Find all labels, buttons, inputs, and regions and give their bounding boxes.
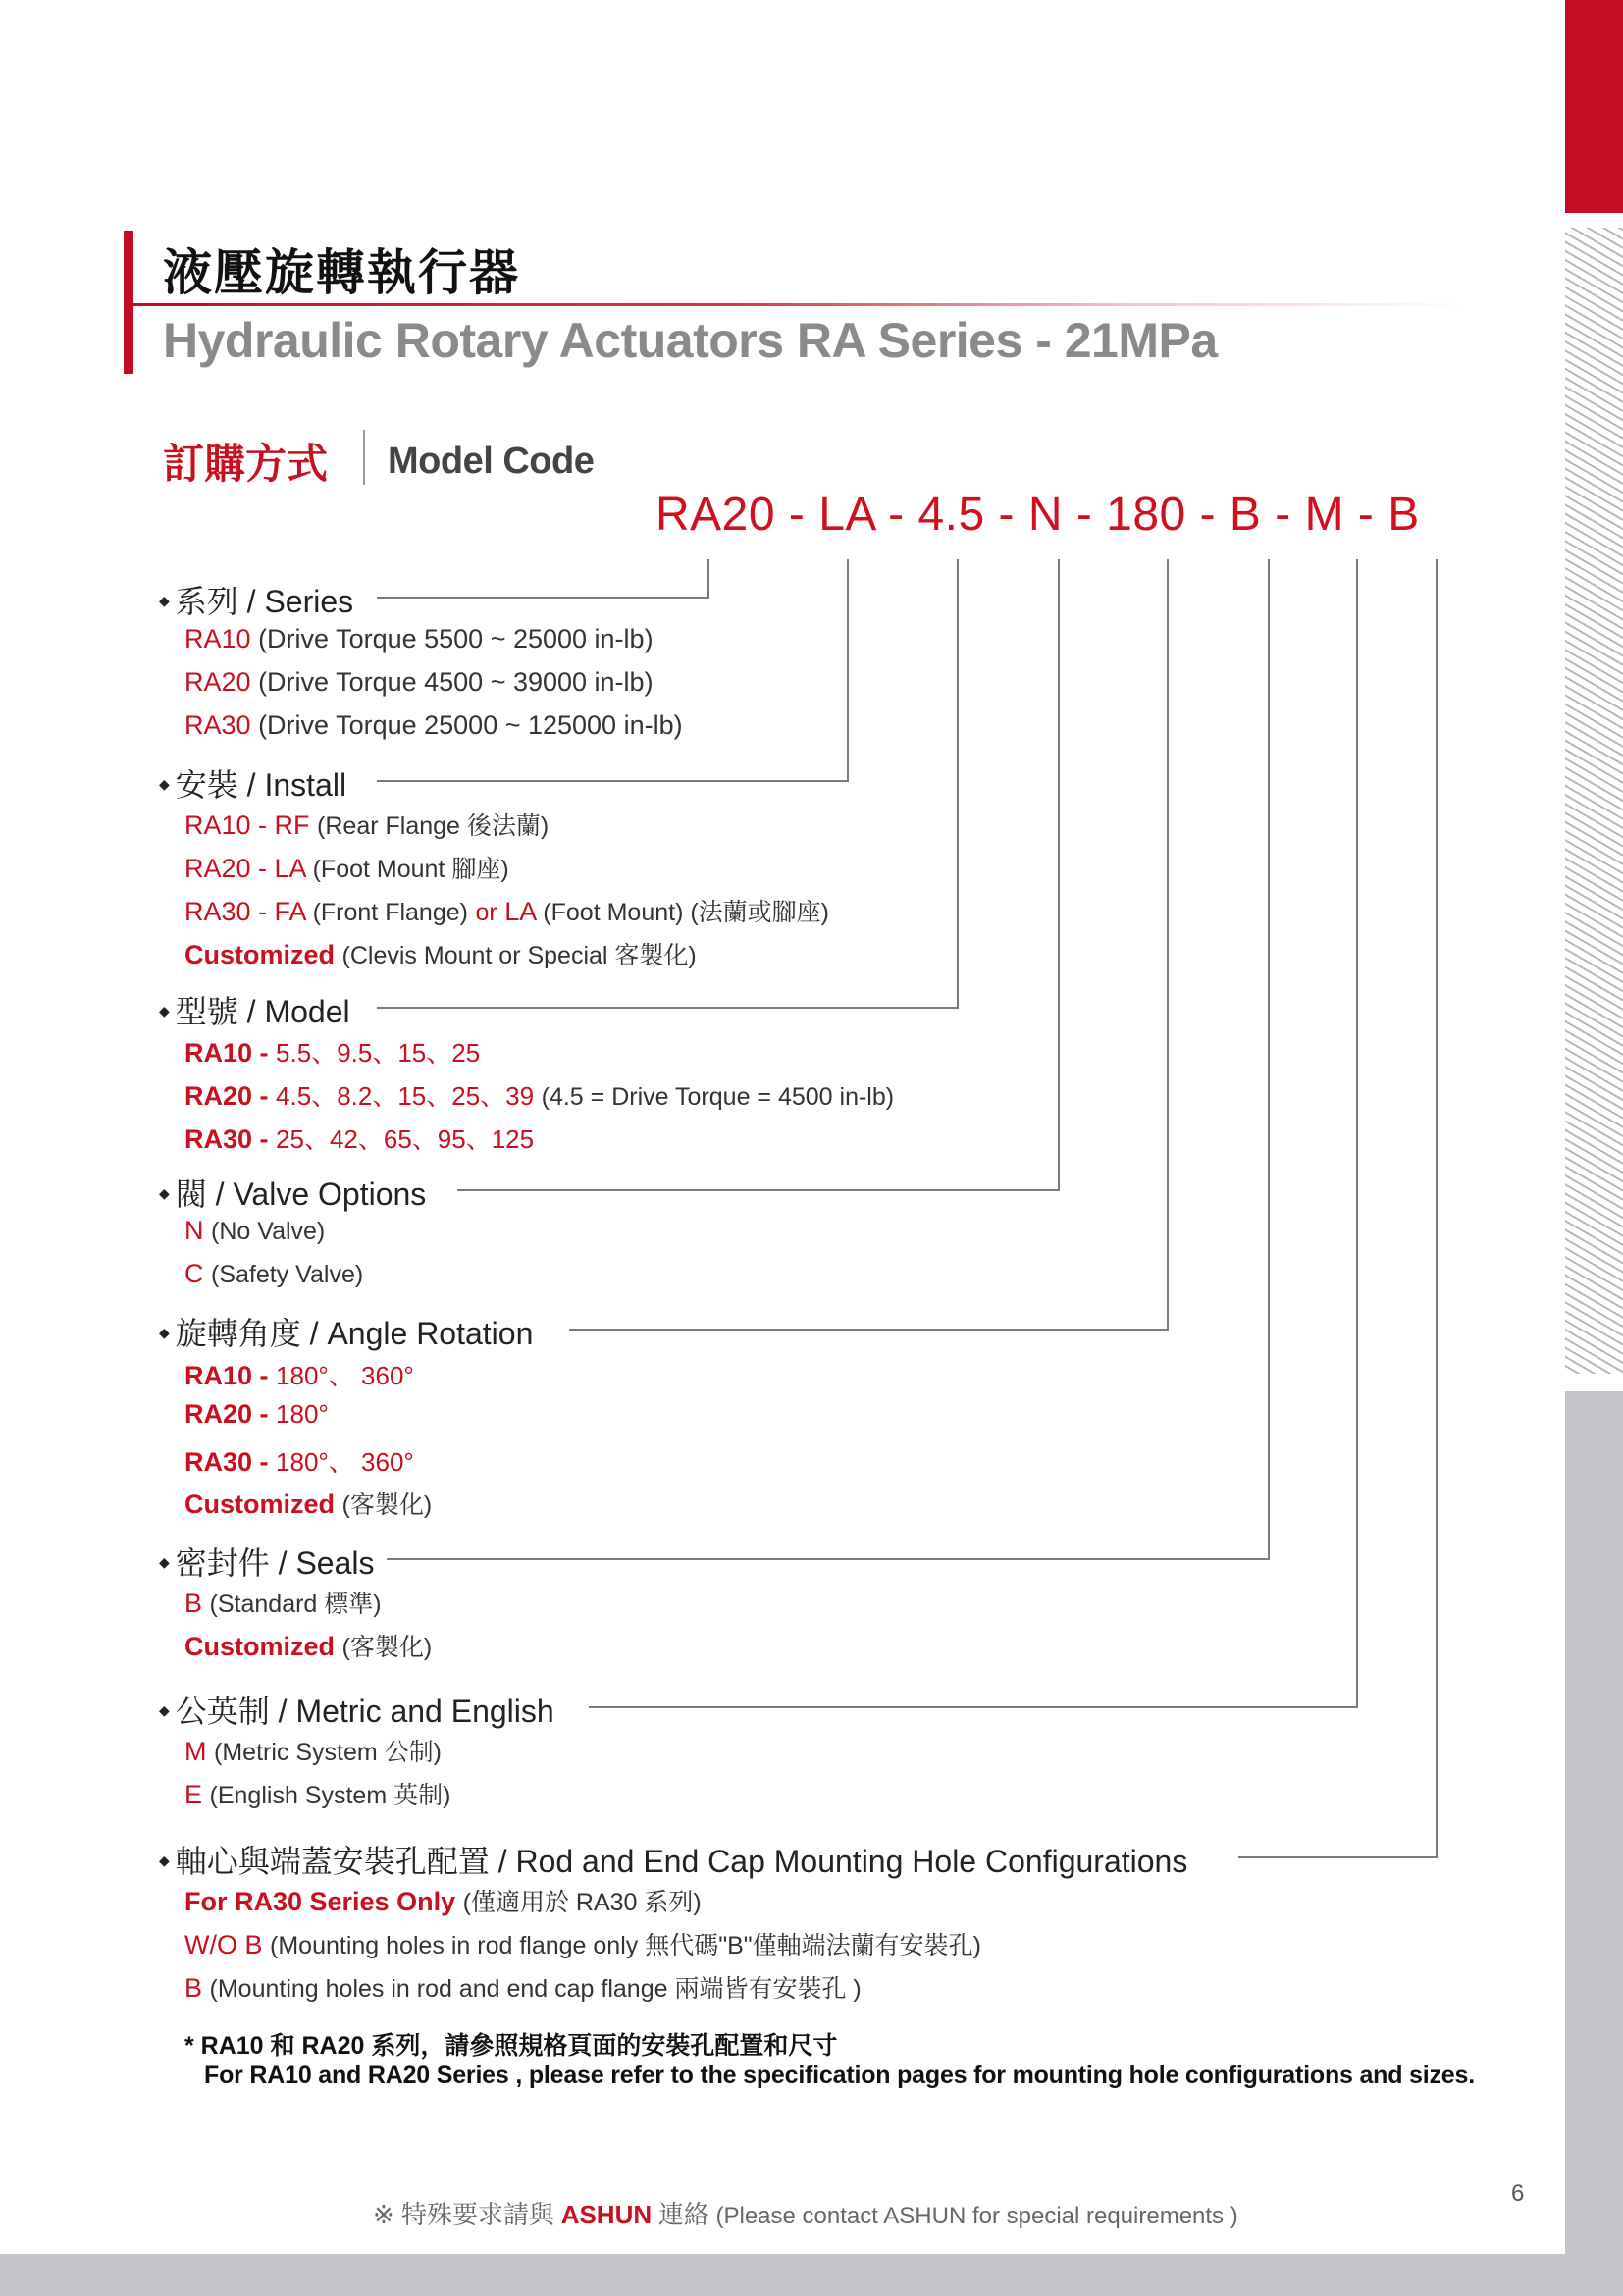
- series-item: [184, 624, 654, 654]
- item-values: 180°: [276, 1399, 329, 1429]
- item-code: N: [184, 1216, 204, 1245]
- item-code: E: [184, 1780, 203, 1809]
- install-item: [184, 893, 829, 928]
- angle-item: [184, 1356, 414, 1392]
- footer-contact: [373, 2195, 1238, 2231]
- item-code: RA10: [184, 624, 251, 653]
- side-tab-hatched: [1565, 228, 1623, 1374]
- item-code: RA20: [184, 667, 251, 697]
- angle-item: [184, 1486, 432, 1521]
- units-item: [184, 1776, 450, 1811]
- section-angle-heading: [159, 1309, 533, 1354]
- item-values: 180°、 360°: [276, 1447, 414, 1477]
- item-desc: (English System 英制): [209, 1782, 451, 1809]
- series-item: [184, 710, 683, 741]
- diamond-bullet-icon: ◆: [159, 776, 170, 793]
- model-item: [184, 1120, 534, 1156]
- note-en: For RA10 and RA20 Series , please refer to the specification pages for mounting hole configurations and sizes.: [204, 2061, 1475, 2089]
- item-desc: (Clevis Mount or Special 客製化): [341, 942, 697, 969]
- mounting-item: [184, 1969, 862, 2005]
- item-desc: (Metric System 公制): [214, 1739, 442, 1766]
- series-item: [184, 667, 654, 698]
- section-heading-text: 密封件 / Seals: [175, 1545, 375, 1581]
- section-units-heading: [159, 1687, 554, 1732]
- diamond-bullet-icon: ◆: [159, 1185, 170, 1202]
- item-desc: (4.5 = Drive Torque = 4500 in-lb): [541, 1083, 895, 1111]
- item-desc: (Drive Torque 4500 ~ 39000 in-lb): [258, 667, 654, 697]
- page-title-zh: 液壓旋轉執行器: [163, 245, 520, 300]
- page-number: 6: [1511, 2180, 1525, 2207]
- item-code: RA10 - RF: [184, 810, 310, 840]
- section-install-heading: [159, 760, 346, 806]
- item-code: LA: [504, 897, 536, 926]
- seals-item: [184, 1628, 432, 1663]
- units-item: [184, 1733, 442, 1768]
- item-desc: (Rear Flange 後法蘭): [317, 812, 550, 840]
- side-tab-red: [1565, 0, 1623, 213]
- diamond-bullet-icon: ◆: [159, 1702, 170, 1719]
- item-code: RA30 -: [184, 1124, 269, 1154]
- section-heading-text: 型號 / Model: [175, 994, 350, 1029]
- diamond-bullet-icon: ◆: [159, 1003, 170, 1019]
- section-seals-heading: [159, 1539, 375, 1584]
- install-item: [184, 850, 509, 885]
- item-desc: (客製化): [341, 1491, 433, 1519]
- item-desc: (僅適用於 RA30 系列): [462, 1889, 702, 1916]
- footer-suffix-zh: 連絡: [657, 2200, 709, 2229]
- item-desc: (Drive Torque 25000 ~ 125000 in-lb): [258, 710, 683, 740]
- item-code: Customized: [184, 1489, 336, 1519]
- item-values: 25、42、65、95、125: [276, 1124, 535, 1154]
- angle-item: [184, 1399, 329, 1430]
- section-mounting-heading: [159, 1837, 1187, 1882]
- item-code: RA30: [184, 710, 251, 740]
- item-desc: (客製化): [341, 1634, 433, 1661]
- section-heading-text: 軸心與端蓋安裝孔配置 / Rod and End Cap Mounting Hole Configurations: [175, 1844, 1188, 1879]
- footer-suffix-en: (Please contact ASHUN for special requirements ): [715, 2203, 1238, 2229]
- section-heading-text: 系列 / Series: [175, 584, 354, 619]
- item-code: For RA30 Series Only: [184, 1887, 456, 1916]
- item-desc: (Front Flange): [312, 899, 468, 926]
- item-code: RA30 - FA: [184, 897, 306, 926]
- item-desc: (Drive Torque 5500 ~ 25000 in-lb): [258, 624, 654, 653]
- diamond-bullet-icon: ◆: [159, 1325, 170, 1341]
- model-code-example: RA20 - LA - 4.5 - N - 180 - B - M - B: [655, 489, 1420, 541]
- bottom-band: [0, 2254, 1623, 2296]
- section-heading-text: 公英制 / Metric and English: [175, 1694, 554, 1729]
- item-desc: (Foot Mount) (法蘭或腳座): [543, 899, 829, 926]
- item-code: B: [184, 1973, 203, 2003]
- valve-item: [184, 1216, 325, 1246]
- connector-mounting: [1238, 559, 1437, 1857]
- install-item: [184, 807, 549, 842]
- note-zh: * RA10 和 RA20 系列，請參照規格頁面的安裝孔配置和尺寸: [184, 2032, 838, 2060]
- item-code: RA20 - LA: [184, 854, 306, 883]
- item-desc: (No Valve): [211, 1218, 326, 1245]
- install-item: [184, 936, 697, 971]
- item-desc: (Mounting holes in rod and end cap flange 兩端皆有安裝孔 ): [209, 1975, 862, 2003]
- brand-name: ASHUN: [560, 2200, 653, 2229]
- model-code-heading-en: Model Code: [388, 441, 595, 482]
- item-code: B: [184, 1589, 203, 1618]
- item-values: 4.5、8.2、15、25、39: [276, 1081, 535, 1111]
- item-code: RA20 -: [184, 1081, 269, 1111]
- model-item: [184, 1033, 480, 1070]
- title-accent-bar: [124, 231, 133, 374]
- footer-prefix: ※ 特殊要求請與: [373, 2200, 555, 2229]
- item-code: RA10 -: [184, 1361, 269, 1390]
- section-valve-heading: [159, 1170, 426, 1215]
- item-code: Customized: [184, 1632, 336, 1661]
- connector-seals: [387, 559, 1269, 1559]
- item-or: or: [475, 899, 497, 926]
- item-desc: (Safety Valve): [211, 1261, 364, 1288]
- connector-series: [377, 559, 708, 598]
- page-title-en: Hydraulic Rotary Actuators RA Series - 21MPa: [163, 313, 1218, 368]
- diamond-bullet-icon: ◆: [159, 1852, 170, 1869]
- item-code: RA10 -: [184, 1038, 269, 1068]
- item-code: RA30 -: [184, 1447, 269, 1477]
- diamond-bullet-icon: ◆: [159, 1554, 170, 1571]
- section-model-heading: [159, 987, 350, 1032]
- section-heading-text: 閥 / Valve Options: [175, 1176, 427, 1212]
- mounting-item: [184, 1883, 702, 1918]
- connector-units: [589, 559, 1357, 1707]
- item-desc: (Foot Mount 腳座): [312, 856, 509, 883]
- item-values: 5.5、9.5、15、25: [276, 1038, 481, 1068]
- seals-item: [184, 1585, 382, 1620]
- side-tab-gray: [1565, 1391, 1623, 2296]
- item-code: M: [184, 1737, 207, 1766]
- section-heading-text: 安裝 / Install: [175, 767, 347, 803]
- item-desc: (Standard 標準): [209, 1591, 382, 1618]
- mounting-item: [184, 1926, 981, 1961]
- item-code: RA20 -: [184, 1399, 269, 1429]
- item-desc: (Mounting holes in rod flange only 無代碼"B"僅軸端法蘭有安裝孔): [270, 1932, 981, 1959]
- model-code-heading-zh: 訂購方式: [163, 441, 329, 487]
- section-heading-text: 旋轉角度 / Angle Rotation: [175, 1316, 534, 1351]
- diamond-bullet-icon: ◆: [159, 593, 170, 609]
- model-item: [184, 1076, 894, 1113]
- item-code: C: [184, 1259, 204, 1288]
- item-code: Customized: [184, 940, 336, 969]
- heading-divider: [363, 430, 365, 485]
- item-code: W/O B: [184, 1930, 263, 1959]
- angle-item: [184, 1442, 414, 1479]
- valve-item: [184, 1259, 363, 1289]
- section-series-heading: [159, 577, 353, 622]
- item-values: 180°、 360°: [276, 1361, 414, 1390]
